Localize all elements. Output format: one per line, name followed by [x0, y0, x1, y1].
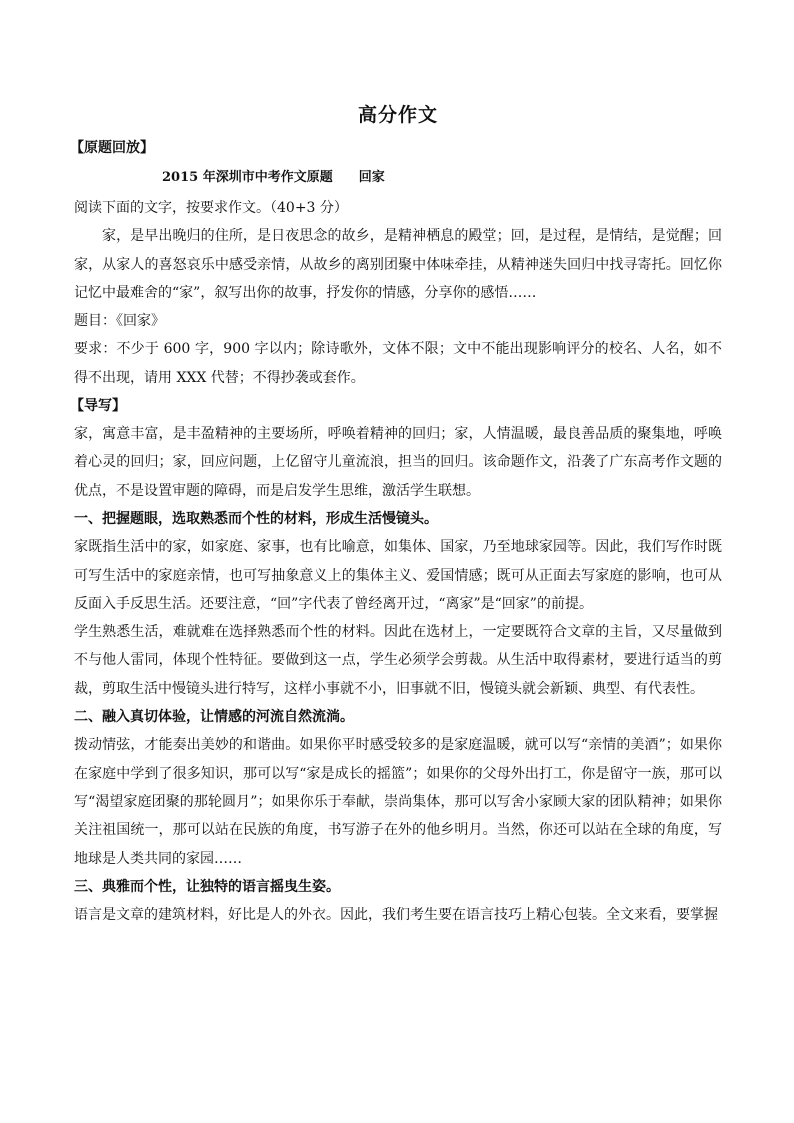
paragraph-1b: 学生熟悉生活，难就难在选择熟悉而个性的材料。因此在选材上，一定要既符合文章的主旨，又尽量做到不与他人雷同，体现个性特征。要做到这一点，学生必须学会剪裁。从生活中取得素材，要进行适当的剪裁，剪取生活中慢镜头进行特写，这样小事就不小，旧事就不旧，慢镜头就会新颖、典型、有代表性。 [74, 624, 722, 697]
paragraph-3: 语言是文章的建筑材料，好比是人的外衣。因此，我们考生要在语言技巧上精心包装。全文来看，要掌握 [74, 907, 718, 924]
prompt-paragraph: 家，是早出晚归的住所，是日夜思念的故乡，是精神栖息的殿堂；回，是过程，是情结，是觉醒；回家，从家人的喜怒哀乐中感受亲情，从故乡的离别团聚中体味牵挂，从精神迷失回归中找寻寄托。回忆你记忆中最难舍的“家”，叙写出你的故事，抒发你的情感，分享你的感悟…… [74, 228, 722, 301]
heading-2: 二、融入真切体验，让情感的河流自然流淌。 [74, 709, 354, 726]
exam-title [162, 168, 722, 188]
topic-line: 题目：《回家》 [74, 313, 165, 330]
original-question-label: 【原题回放】 [70, 140, 154, 156]
guide-intro-paragraph: 家，寓意丰富，是丰盈精神的主要场所，呼唤着精神的回归；家，人情温暖，最良善品质的聚集地，呼唤着心灵的回归；家，回应问题，上亿留守儿童流浪，担当的回归。该命题作文，沿袭了广东高考作文题的优点，不是设置审题的障碍，而是启发学生思维，激活学生联想。 [74, 426, 722, 499]
guide-label: 【导写】 [70, 398, 126, 415]
exam-topic: 回家 [358, 170, 385, 185]
paragraph-2: 拨动情弦，才能奏出美妙的和谐曲。如果你平时感受较多的是家庭温暖，就可以写“亲情的美酒”；如果你在家庭中学到了很多知识，那可以写“家是成长的摇篮”；如果你的父母外出打工，你是留守一族，那可以写“渴望家庭团聚的那轮圆月”；如果你乐于奉献，崇尚集体，那可以写舍小家顾大家的团队精神；如果你关注祖国统一，那可以站在民族的角度，书写游子在外的他乡明月。当然，你还可以站在全球的角度，写地球是人类共同的家园…… [74, 737, 722, 867]
heading-3: 三、典雅而个性，让独特的语言摇曳生姿。 [74, 878, 340, 895]
exam-title-text: 2015 年深圳市中考作文原题 [162, 170, 333, 185]
document-page [70, 100, 722, 929]
heading-1: 一、把握题眼，选取熟悉而个性的材料，形成生活慢镜头。 [74, 510, 438, 527]
instruction-text: 阅读下面的文字，按要求作文。（40+3 分） [74, 200, 348, 216]
page-title: 高分作文 [357, 104, 438, 126]
paragraph-1a: 家既指生活中的家，如家庭、家事，也有比喻意，如集体、国家，乃至地球家园等。因此，我们写作时既可写生活中的家庭亲情，也可写抽象意义上的集体主义、爱国情感；既可从正面去写家庭的影响，也可从反面入手反思生活。还要注意，“回”字代表了曾经离开过，“离家”是“回家”的前提。 [74, 539, 722, 612]
requirements-paragraph: 要求：不少于 600 字，900 字以内；除诗歌外，文体不限；文中不能出现影响评分的校名、人名，如不得不出现，请用 XXX 代替；不得抄袭或套作。 [74, 341, 722, 386]
